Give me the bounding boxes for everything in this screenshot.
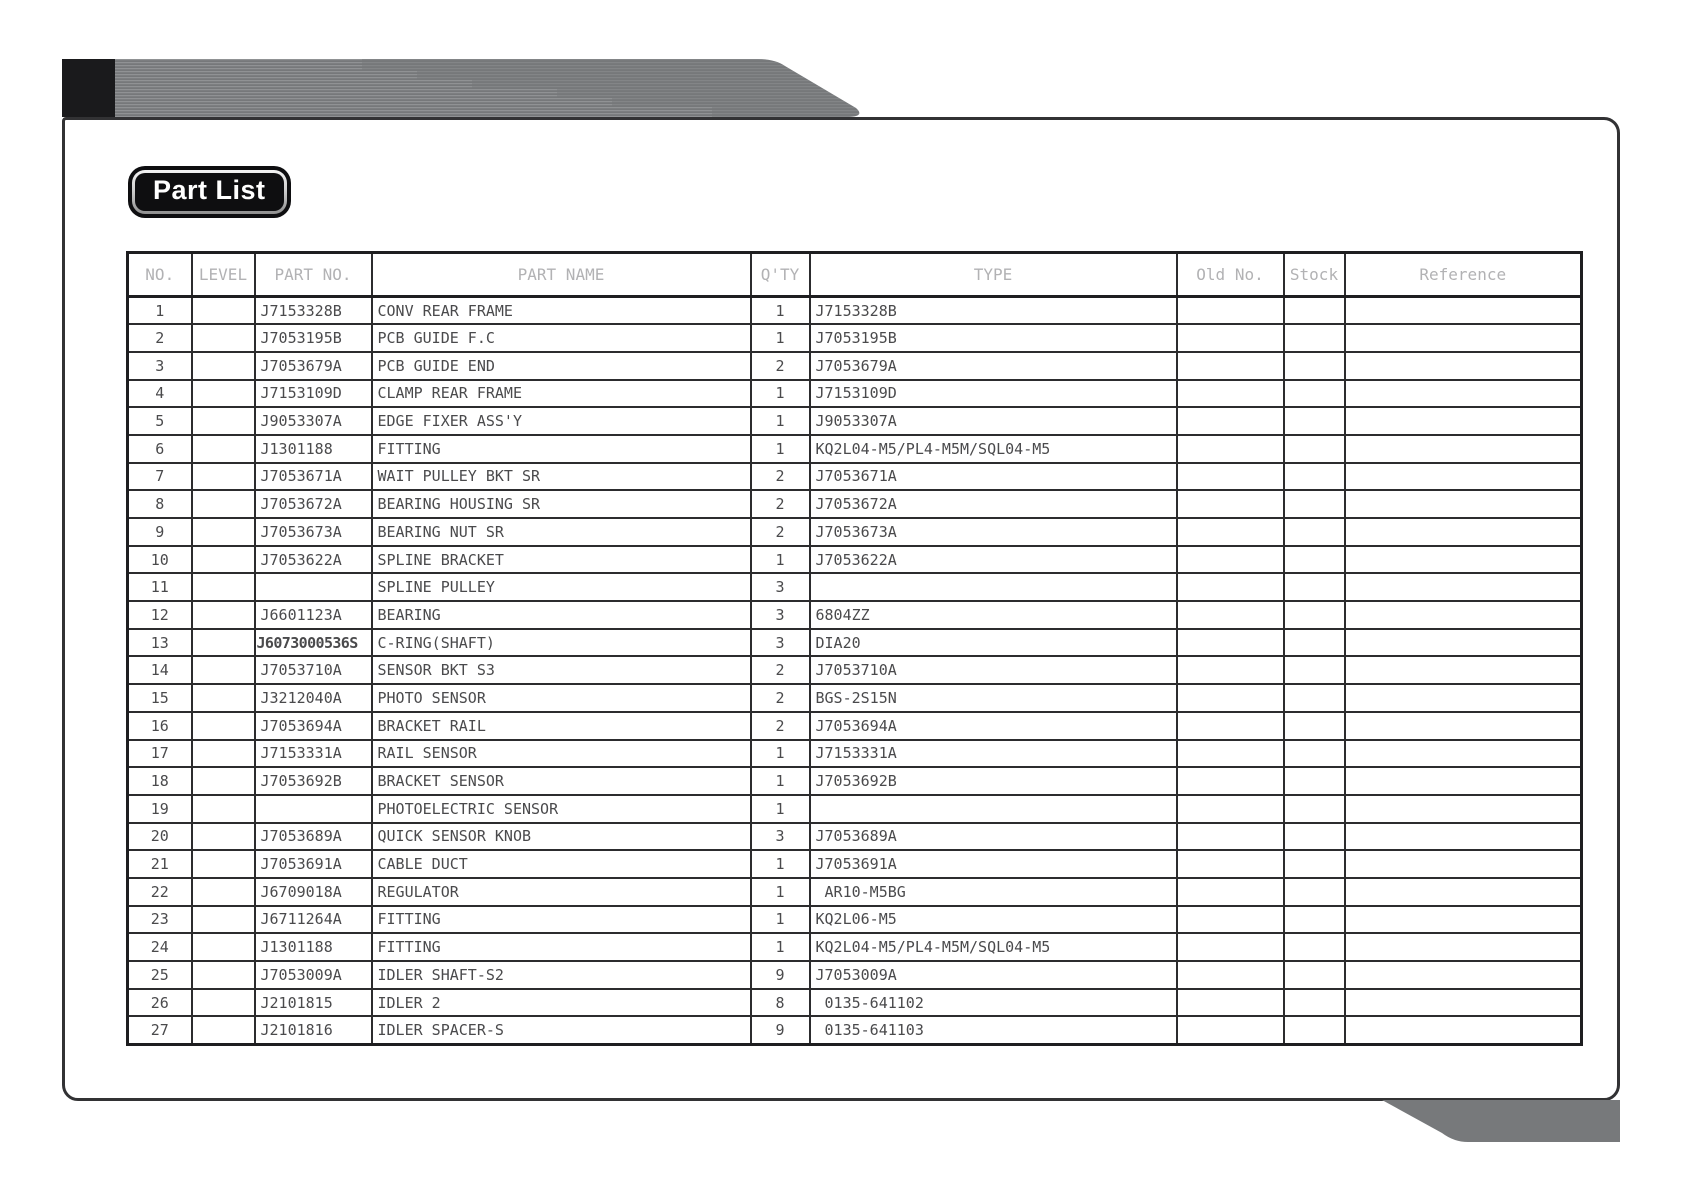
cell-no: 27 xyxy=(128,1016,192,1044)
cell-old_no xyxy=(1177,795,1284,823)
cell-reference xyxy=(1345,629,1582,657)
cell-part_no: J7053679A xyxy=(255,352,372,380)
table-row xyxy=(128,740,1582,768)
cell-part_name: CONV REAR FRAME xyxy=(372,297,751,325)
cell-stock xyxy=(1284,435,1345,463)
cell-part_no: J6601123A xyxy=(255,601,372,629)
cell-part_name: IDLER SHAFT-S2 xyxy=(372,961,751,989)
cell-stock xyxy=(1284,933,1345,961)
cell-part_name: FITTING xyxy=(372,435,751,463)
cell-no: 12 xyxy=(128,601,192,629)
cell-qty: 1 xyxy=(751,906,810,934)
part-table-body xyxy=(128,297,1582,1045)
badge-ring xyxy=(132,170,287,214)
cell-old_no xyxy=(1177,850,1284,878)
cell-stock xyxy=(1284,712,1345,740)
cell-part_name: BRACKET RAIL xyxy=(372,712,751,740)
cell-stock xyxy=(1284,546,1345,574)
cell-level xyxy=(192,740,255,768)
cell-old_no xyxy=(1177,906,1284,934)
cell-reference xyxy=(1345,435,1582,463)
cell-type: DIA20 xyxy=(810,629,1177,657)
cell-qty: 1 xyxy=(751,878,810,906)
cell-stock xyxy=(1284,795,1345,823)
cell-stock xyxy=(1284,767,1345,795)
cell-type xyxy=(810,795,1177,823)
page-corner-tab xyxy=(1378,1100,1620,1142)
badge-core xyxy=(135,173,284,211)
cell-type: J7153109D xyxy=(810,380,1177,408)
column-header-part-name: PART NAME xyxy=(372,253,751,297)
cell-part_name: IDLER 2 xyxy=(372,989,751,1017)
cell-reference xyxy=(1345,297,1582,325)
cell-type: J7053009A xyxy=(810,961,1177,989)
cell-part_name: PCB GUIDE F.C xyxy=(372,324,751,352)
cell-level xyxy=(192,629,255,657)
cell-part_no: J7053689A xyxy=(255,823,372,851)
cell-no: 19 xyxy=(128,795,192,823)
cell-no: 14 xyxy=(128,656,192,684)
cell-part_name: CLAMP REAR FRAME xyxy=(372,380,751,408)
cell-reference xyxy=(1345,601,1582,629)
cell-part_name: SPLINE PULLEY xyxy=(372,573,751,601)
cell-no: 11 xyxy=(128,573,192,601)
cell-reference xyxy=(1345,573,1582,601)
cell-reference xyxy=(1345,795,1582,823)
cell-part_no: J1301188 xyxy=(255,933,372,961)
cell-part_name: RAIL SENSOR xyxy=(372,740,751,768)
cell-type: KQ2L04-M5/PL4-M5M/SQL04-M5 xyxy=(810,933,1177,961)
cell-part_name: BEARING NUT SR xyxy=(372,518,751,546)
cell-no: 2 xyxy=(128,324,192,352)
cell-level xyxy=(192,518,255,546)
cell-old_no xyxy=(1177,324,1284,352)
cell-stock xyxy=(1284,1016,1345,1044)
table-row xyxy=(128,878,1582,906)
cell-reference xyxy=(1345,490,1582,518)
cell-type: BGS-2S15N xyxy=(810,684,1177,712)
table-row xyxy=(128,933,1582,961)
cell-no: 7 xyxy=(128,463,192,491)
cell-old_no xyxy=(1177,490,1284,518)
table-row xyxy=(128,767,1582,795)
cell-level xyxy=(192,463,255,491)
cell-old_no xyxy=(1177,684,1284,712)
cell-part_name: BEARING HOUSING SR xyxy=(372,490,751,518)
column-header-part-no: PART NO. xyxy=(255,253,372,297)
cell-part_no: J6073000536S xyxy=(255,629,372,657)
cell-part_no xyxy=(255,795,372,823)
cell-old_no xyxy=(1177,435,1284,463)
cell-old_no xyxy=(1177,740,1284,768)
cell-part_name: REGULATOR xyxy=(372,878,751,906)
cell-type: J7053710A xyxy=(810,656,1177,684)
cell-old_no xyxy=(1177,656,1284,684)
cell-reference xyxy=(1345,712,1582,740)
cell-part_name: PHOTO SENSOR xyxy=(372,684,751,712)
cell-type: 0135-641102 xyxy=(810,989,1177,1017)
cell-level xyxy=(192,906,255,934)
cell-type: J7053689A xyxy=(810,823,1177,851)
cell-qty: 1 xyxy=(751,407,810,435)
cell-stock xyxy=(1284,629,1345,657)
cell-no: 18 xyxy=(128,767,192,795)
cell-type: 6804ZZ xyxy=(810,601,1177,629)
cell-part_no: J7053195B xyxy=(255,324,372,352)
cell-type: J7053694A xyxy=(810,712,1177,740)
cell-qty: 2 xyxy=(751,490,810,518)
cell-reference xyxy=(1345,518,1582,546)
table-row xyxy=(128,656,1582,684)
cell-type: J7053671A xyxy=(810,463,1177,491)
cell-old_no xyxy=(1177,1016,1284,1044)
cell-part_name: PCB GUIDE END xyxy=(372,352,751,380)
cell-old_no xyxy=(1177,573,1284,601)
cell-type: J7153331A xyxy=(810,740,1177,768)
cell-level xyxy=(192,435,255,463)
cell-level xyxy=(192,961,255,989)
cell-level xyxy=(192,767,255,795)
cell-no: 26 xyxy=(128,989,192,1017)
cell-qty: 1 xyxy=(751,324,810,352)
cell-old_no xyxy=(1177,878,1284,906)
cell-no: 24 xyxy=(128,933,192,961)
column-header-reference: Reference xyxy=(1345,253,1582,297)
cell-qty: 1 xyxy=(751,380,810,408)
table-row xyxy=(128,906,1582,934)
cell-old_no xyxy=(1177,712,1284,740)
cell-reference xyxy=(1345,380,1582,408)
table-row xyxy=(128,601,1582,629)
cell-part_name: WAIT PULLEY BKT SR xyxy=(372,463,751,491)
cell-no: 25 xyxy=(128,961,192,989)
cell-no: 6 xyxy=(128,435,192,463)
cell-level xyxy=(192,297,255,325)
cell-part_name: FITTING xyxy=(372,906,751,934)
cell-part_name: C-RING(SHAFT) xyxy=(372,629,751,657)
table-row xyxy=(128,463,1582,491)
cell-qty: 2 xyxy=(751,684,810,712)
cell-part_no: J7153328B xyxy=(255,297,372,325)
cell-no: 8 xyxy=(128,490,192,518)
cell-reference xyxy=(1345,656,1582,684)
cell-no: 15 xyxy=(128,684,192,712)
cell-part_no: J7053691A xyxy=(255,850,372,878)
column-header-no: NO. xyxy=(128,253,192,297)
column-header-stock: Stock xyxy=(1284,253,1345,297)
cell-no: 22 xyxy=(128,878,192,906)
cell-qty: 3 xyxy=(751,629,810,657)
cell-no: 3 xyxy=(128,352,192,380)
cell-type: J7053691A xyxy=(810,850,1177,878)
cell-part_no: J7153109D xyxy=(255,380,372,408)
cell-old_no xyxy=(1177,546,1284,574)
cell-part_no: J7053672A xyxy=(255,490,372,518)
table-row xyxy=(128,573,1582,601)
cell-no: 4 xyxy=(128,380,192,408)
cell-reference xyxy=(1345,989,1582,1017)
table-row xyxy=(128,1016,1582,1044)
cell-stock xyxy=(1284,684,1345,712)
cell-reference xyxy=(1345,740,1582,768)
cell-qty: 1 xyxy=(751,740,810,768)
cell-old_no xyxy=(1177,823,1284,851)
cell-part_no: J7053671A xyxy=(255,463,372,491)
cell-stock xyxy=(1284,961,1345,989)
cell-reference xyxy=(1345,1016,1582,1044)
table-row xyxy=(128,352,1582,380)
cell-reference xyxy=(1345,352,1582,380)
page-title: Part List xyxy=(153,175,266,205)
table-row xyxy=(128,407,1582,435)
table-row xyxy=(128,546,1582,574)
cell-qty: 9 xyxy=(751,961,810,989)
cell-part_name: BRACKET SENSOR xyxy=(372,767,751,795)
cell-stock xyxy=(1284,850,1345,878)
table-row xyxy=(128,989,1582,1017)
cell-no: 17 xyxy=(128,740,192,768)
table-row xyxy=(128,961,1582,989)
cell-level xyxy=(192,712,255,740)
part-list-table xyxy=(126,251,1583,1046)
cell-qty: 1 xyxy=(751,435,810,463)
cell-type: J7053195B xyxy=(810,324,1177,352)
table-row xyxy=(128,297,1582,325)
table-row xyxy=(128,324,1582,352)
cell-part_no: J3212040A xyxy=(255,684,372,712)
cell-part_name: QUICK SENSOR KNOB xyxy=(372,823,751,851)
table-row xyxy=(128,518,1582,546)
part-list-badge xyxy=(128,166,291,218)
cell-part_name: EDGE FIXER ASS'Y xyxy=(372,407,751,435)
cell-type: J7053622A xyxy=(810,546,1177,574)
cell-qty: 1 xyxy=(751,850,810,878)
cell-part_no: J1301188 xyxy=(255,435,372,463)
table-row xyxy=(128,684,1582,712)
page-card xyxy=(62,117,1620,1101)
cell-no: 16 xyxy=(128,712,192,740)
cell-level xyxy=(192,933,255,961)
cell-stock xyxy=(1284,906,1345,934)
cell-level xyxy=(192,573,255,601)
cell-level xyxy=(192,546,255,574)
cell-level xyxy=(192,601,255,629)
cell-reference xyxy=(1345,906,1582,934)
cell-reference xyxy=(1345,878,1582,906)
cell-part_no: J7053710A xyxy=(255,656,372,684)
cell-reference xyxy=(1345,546,1582,574)
cell-qty: 1 xyxy=(751,546,810,574)
cell-part_name: SENSOR BKT S3 xyxy=(372,656,751,684)
cell-stock xyxy=(1284,878,1345,906)
cell-level xyxy=(192,1016,255,1044)
cell-qty: 1 xyxy=(751,933,810,961)
cell-qty: 3 xyxy=(751,601,810,629)
cell-no: 5 xyxy=(128,407,192,435)
cell-part_no: J7053673A xyxy=(255,518,372,546)
cell-type: J9053307A xyxy=(810,407,1177,435)
cell-stock xyxy=(1284,518,1345,546)
cell-qty: 8 xyxy=(751,989,810,1017)
cell-qty: 2 xyxy=(751,712,810,740)
cell-qty: 1 xyxy=(751,297,810,325)
cell-part_no: J2101816 xyxy=(255,1016,372,1044)
cell-no: 23 xyxy=(128,906,192,934)
cell-old_no xyxy=(1177,463,1284,491)
table-row xyxy=(128,850,1582,878)
cell-qty: 1 xyxy=(751,795,810,823)
cell-part_no: J7153331A xyxy=(255,740,372,768)
cell-type: J7053673A xyxy=(810,518,1177,546)
cell-type: J7053679A xyxy=(810,352,1177,380)
cell-stock xyxy=(1284,823,1345,851)
cell-level xyxy=(192,656,255,684)
cell-qty: 2 xyxy=(751,518,810,546)
cell-level xyxy=(192,795,255,823)
cell-type: J7153328B xyxy=(810,297,1177,325)
cell-reference xyxy=(1345,767,1582,795)
table-row xyxy=(128,435,1582,463)
cell-type xyxy=(810,573,1177,601)
cell-level xyxy=(192,490,255,518)
cell-part_no: J2101815 xyxy=(255,989,372,1017)
table-row xyxy=(128,629,1582,657)
cell-level xyxy=(192,407,255,435)
cell-part_no: J7053692B xyxy=(255,767,372,795)
cell-stock xyxy=(1284,380,1345,408)
cell-old_no xyxy=(1177,407,1284,435)
table-row xyxy=(128,795,1582,823)
cell-old_no xyxy=(1177,601,1284,629)
cell-part_name: PHOTOELECTRIC SENSOR xyxy=(372,795,751,823)
cell-type: 0135-641103 xyxy=(810,1016,1177,1044)
cell-old_no xyxy=(1177,961,1284,989)
cell-qty: 2 xyxy=(751,463,810,491)
cell-qty: 2 xyxy=(751,656,810,684)
cell-level xyxy=(192,823,255,851)
cell-level xyxy=(192,380,255,408)
cell-level xyxy=(192,684,255,712)
cell-no: 9 xyxy=(128,518,192,546)
cell-stock xyxy=(1284,490,1345,518)
cell-qty: 9 xyxy=(751,1016,810,1044)
cell-part_no: J7053694A xyxy=(255,712,372,740)
cell-part_no: J7053622A xyxy=(255,546,372,574)
cell-stock xyxy=(1284,573,1345,601)
cell-level xyxy=(192,352,255,380)
table-row xyxy=(128,712,1582,740)
column-header-old-no: Old No. xyxy=(1177,253,1284,297)
cell-reference xyxy=(1345,850,1582,878)
table-row xyxy=(128,380,1582,408)
cell-part_no: J6711264A xyxy=(255,906,372,934)
cell-no: 21 xyxy=(128,850,192,878)
cell-reference xyxy=(1345,407,1582,435)
cell-part_no xyxy=(255,573,372,601)
cell-type: J7053692B xyxy=(810,767,1177,795)
cell-type: KQ2L06-M5 xyxy=(810,906,1177,934)
column-header-qty: Q'TY xyxy=(751,253,810,297)
cell-old_no xyxy=(1177,352,1284,380)
cell-old_no xyxy=(1177,380,1284,408)
cell-level xyxy=(192,324,255,352)
cell-reference xyxy=(1345,933,1582,961)
cell-stock xyxy=(1284,352,1345,380)
cell-old_no xyxy=(1177,297,1284,325)
cell-old_no xyxy=(1177,629,1284,657)
cell-no: 20 xyxy=(128,823,192,851)
cell-stock xyxy=(1284,989,1345,1017)
table-row xyxy=(128,490,1582,518)
cell-type: J7053672A xyxy=(810,490,1177,518)
cell-reference xyxy=(1345,961,1582,989)
cell-part_name: FITTING xyxy=(372,933,751,961)
cell-part_no: J9053307A xyxy=(255,407,372,435)
cell-reference xyxy=(1345,823,1582,851)
cell-qty: 3 xyxy=(751,573,810,601)
cell-reference xyxy=(1345,324,1582,352)
cell-stock xyxy=(1284,297,1345,325)
cell-part_name: IDLER SPACER-S xyxy=(372,1016,751,1044)
cell-part_no: J6709018A xyxy=(255,878,372,906)
cell-stock xyxy=(1284,324,1345,352)
cell-old_no xyxy=(1177,767,1284,795)
cell-stock xyxy=(1284,656,1345,684)
cell-level xyxy=(192,878,255,906)
cell-part_no: J7053009A xyxy=(255,961,372,989)
cell-reference xyxy=(1345,684,1582,712)
cell-no: 10 xyxy=(128,546,192,574)
cell-level xyxy=(192,850,255,878)
cell-no: 13 xyxy=(128,629,192,657)
table-header-row xyxy=(128,253,1582,297)
cell-type: KQ2L04-M5/PL4-M5M/SQL04-M5 xyxy=(810,435,1177,463)
cell-qty: 1 xyxy=(751,767,810,795)
column-header-type: TYPE xyxy=(810,253,1177,297)
cell-type: AR10-M5BG xyxy=(810,878,1177,906)
cell-qty: 3 xyxy=(751,823,810,851)
column-header-level: LEVEL xyxy=(192,253,255,297)
cell-old_no xyxy=(1177,989,1284,1017)
cell-part_name: BEARING xyxy=(372,601,751,629)
cell-no: 1 xyxy=(128,297,192,325)
page-corner-banner xyxy=(62,59,874,117)
table-row xyxy=(128,823,1582,851)
cell-qty: 2 xyxy=(751,352,810,380)
cell-stock xyxy=(1284,740,1345,768)
cell-old_no xyxy=(1177,518,1284,546)
cell-stock xyxy=(1284,463,1345,491)
cell-part_name: CABLE DUCT xyxy=(372,850,751,878)
cell-level xyxy=(192,989,255,1017)
cell-old_no xyxy=(1177,933,1284,961)
cell-stock xyxy=(1284,407,1345,435)
cell-reference xyxy=(1345,463,1582,491)
cell-part_name: SPLINE BRACKET xyxy=(372,546,751,574)
cell-stock xyxy=(1284,601,1345,629)
